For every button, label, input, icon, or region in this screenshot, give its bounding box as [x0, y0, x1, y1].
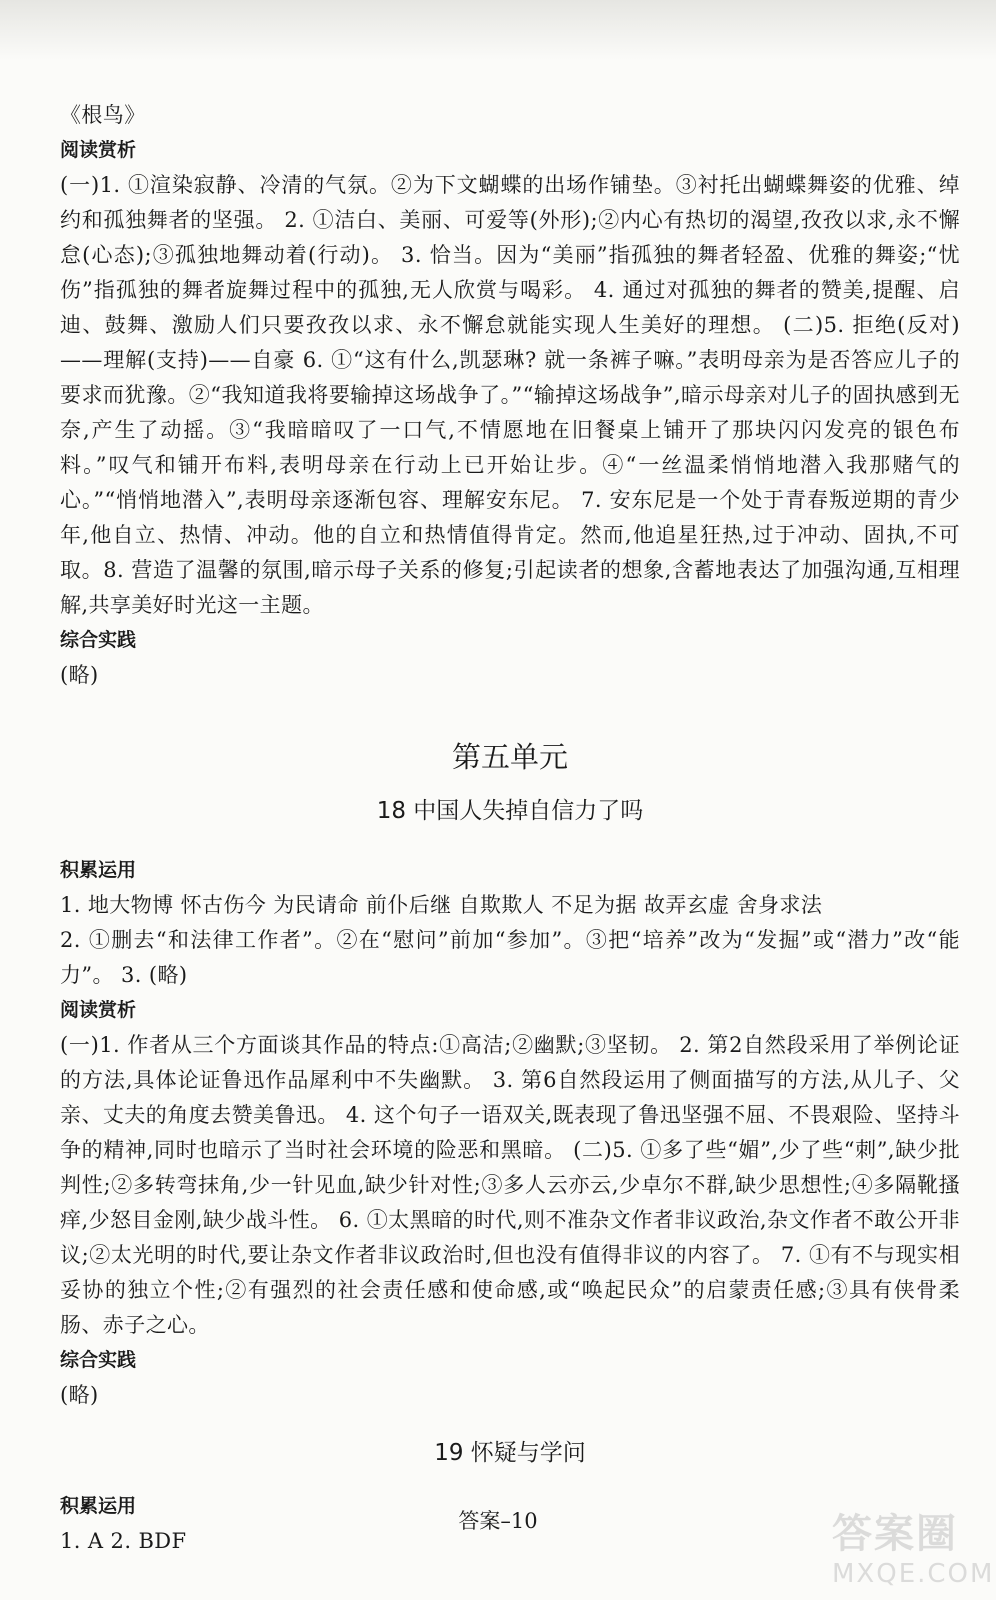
watermark-logo: 答案圈 MXQE.COM — [832, 1511, 995, 1589]
heading-accumulation: 积累运用 — [60, 859, 137, 881]
practice-omitted: (略) — [60, 663, 99, 687]
answers-sentence-correction: 2. ①删去“和法律工作者”。②在“慰问”前加“参加”。③把“培养”改为“发掘”或“潜力”改“能力”。 3. (略) — [60, 928, 960, 987]
lesson-19-title: 19 怀疑与学问 — [434, 1440, 586, 1466]
answers-idioms: 1. 地大物博 怀古伤今 为民请命 前仆后继 自欺欺人 不足为据 故弄玄虚 舍身求法 — [60, 893, 823, 917]
heading-accumulation: 积累运用 — [60, 1495, 137, 1517]
heading-reading: 阅读赏析 — [60, 999, 137, 1021]
practice-omitted: (略) — [60, 1383, 99, 1407]
answers-lesson-19: 1. A 2. BDF — [60, 1529, 187, 1553]
page-number: 答案–10 — [458, 1509, 538, 1533]
heading-practice: 综合实践 — [60, 629, 137, 651]
scan-top-shadow — [0, 0, 996, 60]
answers-genniao-reading: (一)1. ①渲染寂静、冷清的气氛。②为下文蝴蝶的出场作铺垫。③衬托出蝴蝶舞姿的优雅、绰约和孤独舞者的坚强。 2. ①洁白、美丽、可爱等(外形);②内心有热切的渴望,孜孜以求,永不懈怠(心态);③孤独地舞动着(行动)。 3. 恰当。因为“美丽”指孤独的舞者轻盈、优雅的舞姿;“忧伤”指孤独的舞者旋舞过程中的孤独,无人欣赏与喝彩。 4. 通过对孤独的舞者的赞美,提醒、启迪、鼓舞、激励人们只要孜孜以求、永不懈怠就能实现人生美好的理想。 (二)5. 拒绝(反对)——理解(支持)——自豪 6. ①“这有什么,凯瑟琳? 就一条裤子嘛。”表明母亲为是否答应儿子的要求而犹豫。②“我知道我将要输掉这场战争了。”“输掉这场战争”,暗示母亲对儿子的固执感到无奈,产生了动摇。③“我暗暗叹了一口气,不情愿地在旧餐桌上铺开了那块闪闪发亮的银色布料。”叹气和铺开布料,表明母亲在行动上已开始让步。④“一丝温柔悄悄地潜入我那赌气的心。”“悄悄地潜入”,表明母亲逐渐包容、理解安东尼。 7. 安东尼是一个处于青春叛逆期的青少年,他自立、热情、冲动。他的自立和热情值得肯定。然而,他追星狂热,过于冲动、固执,不可取。8. 营造了温馨的氛围,暗示母子关系的修复;引起读者的想象,含蓄地表达了加强沟通,互相理解,共享美好时光这一主题。 — [60, 173, 960, 617]
heading-practice: 综合实践 — [60, 1349, 137, 1371]
answer-page — [60, 98, 960, 1559]
answers-lesson-18-reading: (一)1. 作者从三个方面谈其作品的特点:①高洁;②幽默;③坚韧。 2. 第2自然段采用了举例论证的方法,具体论证鲁迅作品犀利中不失幽默。 3. 第6自然段运用了侧面描写的方法,从儿子、父亲、丈夫的角度去赞美鲁迅。 4. 这个句子一语双关,既表现了鲁迅坚强不屈、不畏艰险、坚持斗争的精神,同时也暗示了当时社会环境的险恶和黑暗。 (二)5. ①多了些“媚”,少了些“刺”,缺少批判性;②多转弯抹角,少一针见血,缺少针对性;③多人云亦云,少卓尔不群,缺少思想性;④多隔靴搔痒,少怒目金刚,缺少战斗性。 6. ①太黑暗的时代,则不准杂文作者非议政治,杂文作者不敢公开非议;②太光明的时代,要让杂文作者非议政治时,但也没有值得非议的内容了。 7. ①有不与现实相妥协的独立个性;②有强烈的社会责任感和使命感,或“唤起民众”的启蒙责任感;③具有侠骨柔肠、赤子之心。 — [60, 1033, 960, 1337]
unit-title: 第五单元 — [451, 740, 568, 774]
section-title-genniao: 《根鸟》 — [60, 103, 146, 127]
lesson-18-title: 18 中国人失掉自信力了吗 — [376, 798, 644, 824]
heading-reading: 阅读赏析 — [60, 139, 137, 161]
